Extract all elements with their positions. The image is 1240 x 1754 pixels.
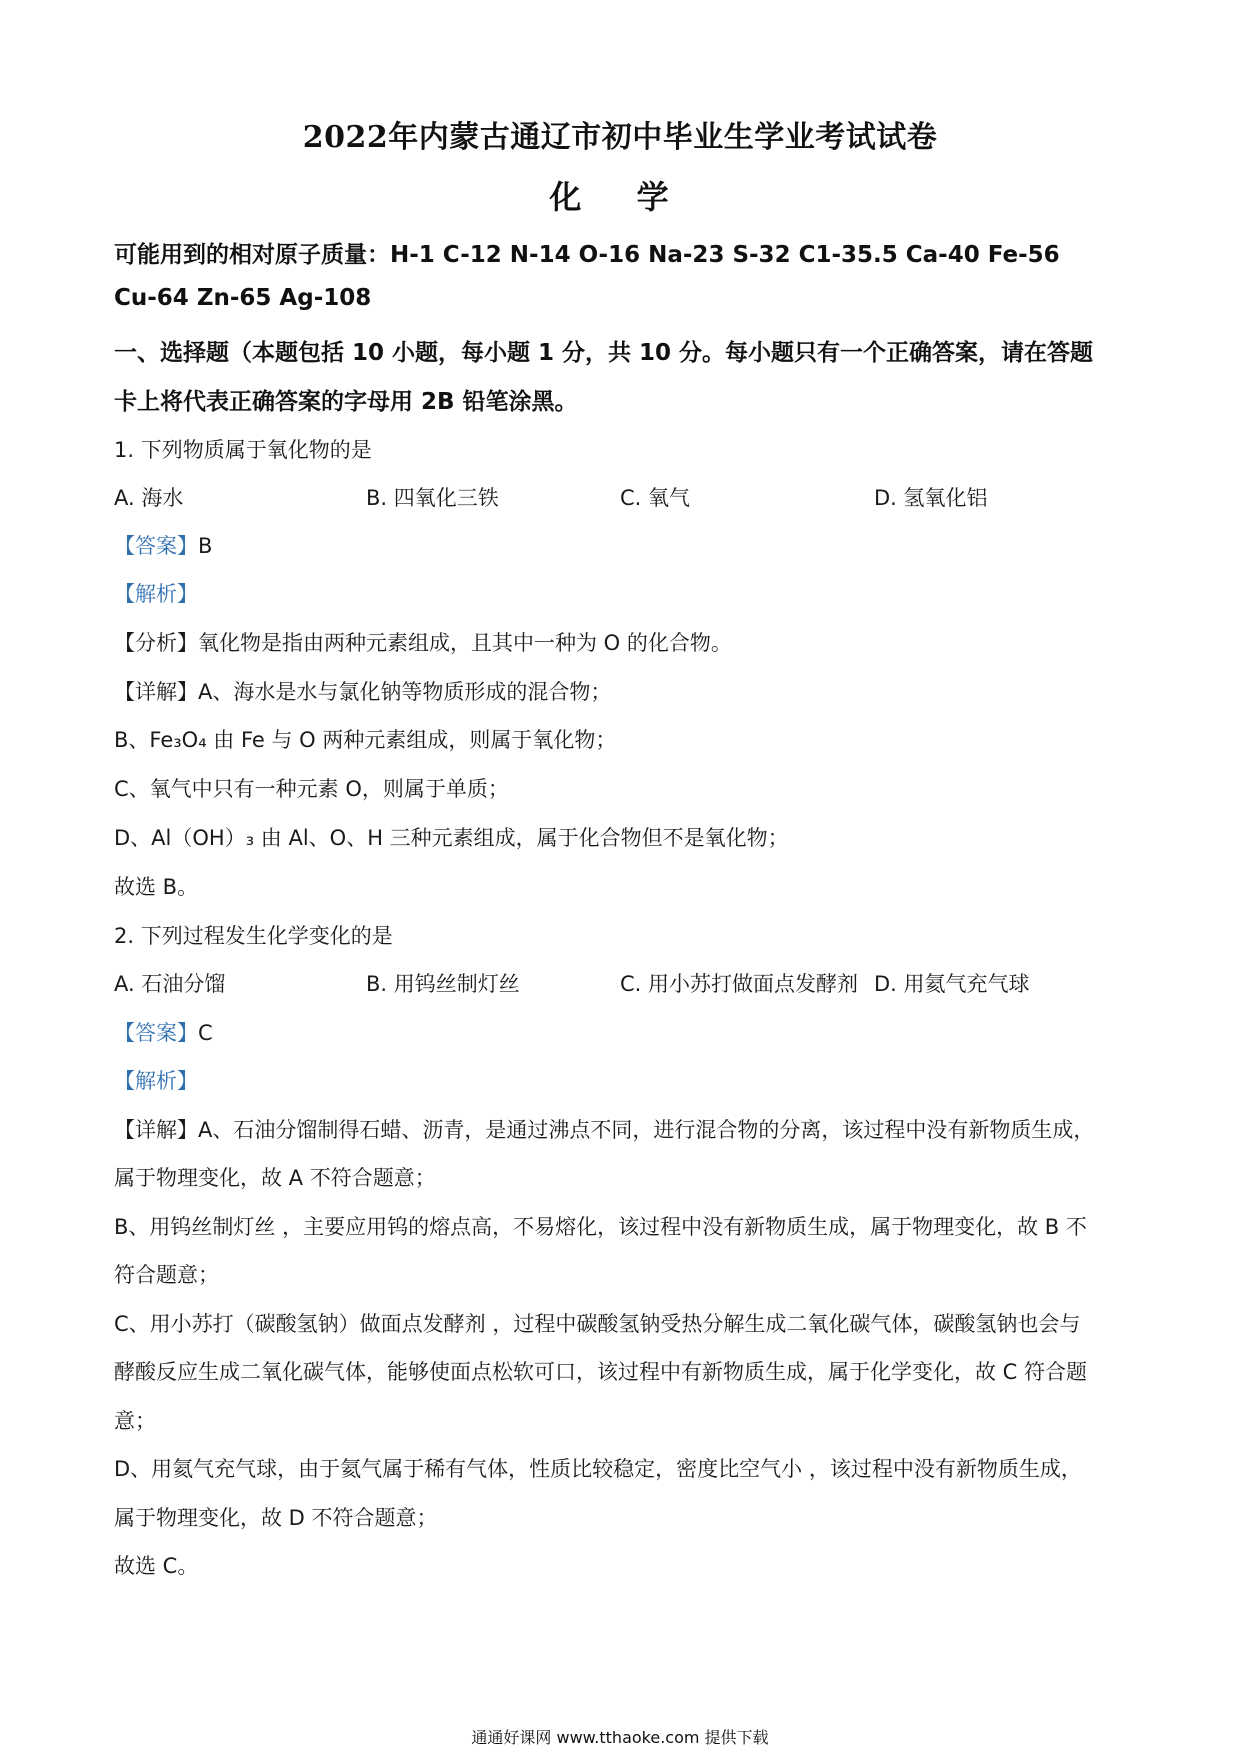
q2-analysis-tag: 【解析】 bbox=[114, 1069, 198, 1093]
q2-stem: 2. 下列过程发生化学变化的是 bbox=[114, 924, 393, 948]
q2-option-d: D. 用氦气充气球 bbox=[874, 972, 1030, 996]
q1-fenxi: 【分析】氧化物是指由两种元素组成，且其中一种为 O 的化合物。 bbox=[114, 631, 732, 655]
q1-answer-tag: 【答案】 bbox=[114, 534, 198, 558]
q1-answer bbox=[114, 530, 212, 560]
q1-stem: 1. 下列物质属于氧化物的是 bbox=[114, 438, 372, 462]
q2-answer-tag: 【答案】 bbox=[114, 1021, 198, 1045]
q2-option-c: C. 用小苏打做面点发酵剂 bbox=[620, 972, 859, 996]
q2-conclusion: 故选 C。 bbox=[114, 1554, 199, 1578]
section-heading-line-2: 卡上将代表正确答案的字母用 2B 铅笔涂黑。 bbox=[114, 389, 578, 415]
q2-detail-line-4: 符合题意； bbox=[114, 1263, 219, 1287]
q2-detail-line-3: B、用钨丝制灯丝 ，主要应用钨的熔点高，不易熔化，该过程中没有新物质生成，属于物理变化，故 B 不 bbox=[114, 1215, 1087, 1239]
q2-option-b: B. 用钨丝制灯丝 bbox=[366, 972, 520, 996]
q1-detail-line-1: 【详解】A、海水是水与氯化钠等物质形成的混合物； bbox=[114, 680, 612, 704]
footer-download-note: 通通好课网 www.tthaoke.com 提供下载 bbox=[471, 1728, 769, 1747]
subject-title: 化 学 bbox=[549, 178, 691, 216]
q2-detail-line-6: 酵酸反应生成二氧化碳气体，能够使面点松软可口，该过程中有新物质生成，属于化学变化，故 C 符合题 bbox=[114, 1360, 1088, 1384]
exam-title: 2022年内蒙古通辽市初中毕业生学业考试试卷 bbox=[302, 120, 938, 155]
q1-detail-line-4: D、Al（OH）₃ 由 Al、O、H 三种元素组成，属于化合物但不是氧化物； bbox=[114, 826, 789, 850]
atomic-mass-line-2: Cu-64 Zn-65 Ag-108 bbox=[114, 285, 372, 311]
q2-detail-line-9: 属于物理变化，故 D 不符合题意； bbox=[114, 1506, 438, 1530]
q2-detail-line-7: 意； bbox=[114, 1409, 156, 1433]
q2-answer-value: C bbox=[198, 1021, 213, 1045]
atomic-mass-line-1: 可能用到的相对原子质量：H-1 C-12 N-14 O-16 Na-23 S-32 C1-35.5 Ca-40 Fe-56 bbox=[114, 242, 1060, 268]
q1-option-a: A. 海水 bbox=[114, 486, 184, 510]
q2-answer bbox=[114, 1017, 213, 1047]
q2-detail-line-2: 属于物理变化，故 A 不符合题意； bbox=[114, 1166, 436, 1190]
q2-detail-line-5: C、用小苏打（碳酸氢钠）做面点发酵剂 ，过程中碳酸氢钠受热分解生成二氧化碳气体，碳酸氢钠也会与 bbox=[114, 1312, 1081, 1336]
q1-conclusion: 故选 B。 bbox=[114, 875, 199, 899]
q1-option-c: C. 氧气 bbox=[620, 486, 691, 510]
q1-detail-line-3: C、氧气中只有一种元素 O，则属于单质； bbox=[114, 777, 509, 801]
q1-analysis-tag: 【解析】 bbox=[114, 582, 198, 606]
q2-option-a: A. 石油分馏 bbox=[114, 972, 226, 996]
q1-option-b: B. 四氧化三铁 bbox=[366, 486, 499, 510]
q1-option-d: D. 氢氧化铝 bbox=[874, 486, 988, 510]
q2-detail-line-1: 【详解】A、石油分馏制得石蜡、沥青，是通过沸点不同，进行混合物的分离，该过程中没有新物质生成， bbox=[114, 1118, 1095, 1142]
q2-detail-line-8: D、用氦气充气球，由于氦气属于稀有气体，性质比较稳定，密度比空气小 ，该过程中没有新物质生成， bbox=[114, 1457, 1082, 1481]
q1-answer-value: B bbox=[198, 534, 213, 558]
section-heading-line-1: 一、选择题（本题包括 10 小题，每小题 1 分，共 10 分。每小题只有一个正确答案，请在答题 bbox=[114, 340, 1094, 366]
q1-detail-line-2: B、Fe₃O₄ 由 Fe 与 O 两种元素组成，则属于氧化物； bbox=[114, 728, 617, 752]
